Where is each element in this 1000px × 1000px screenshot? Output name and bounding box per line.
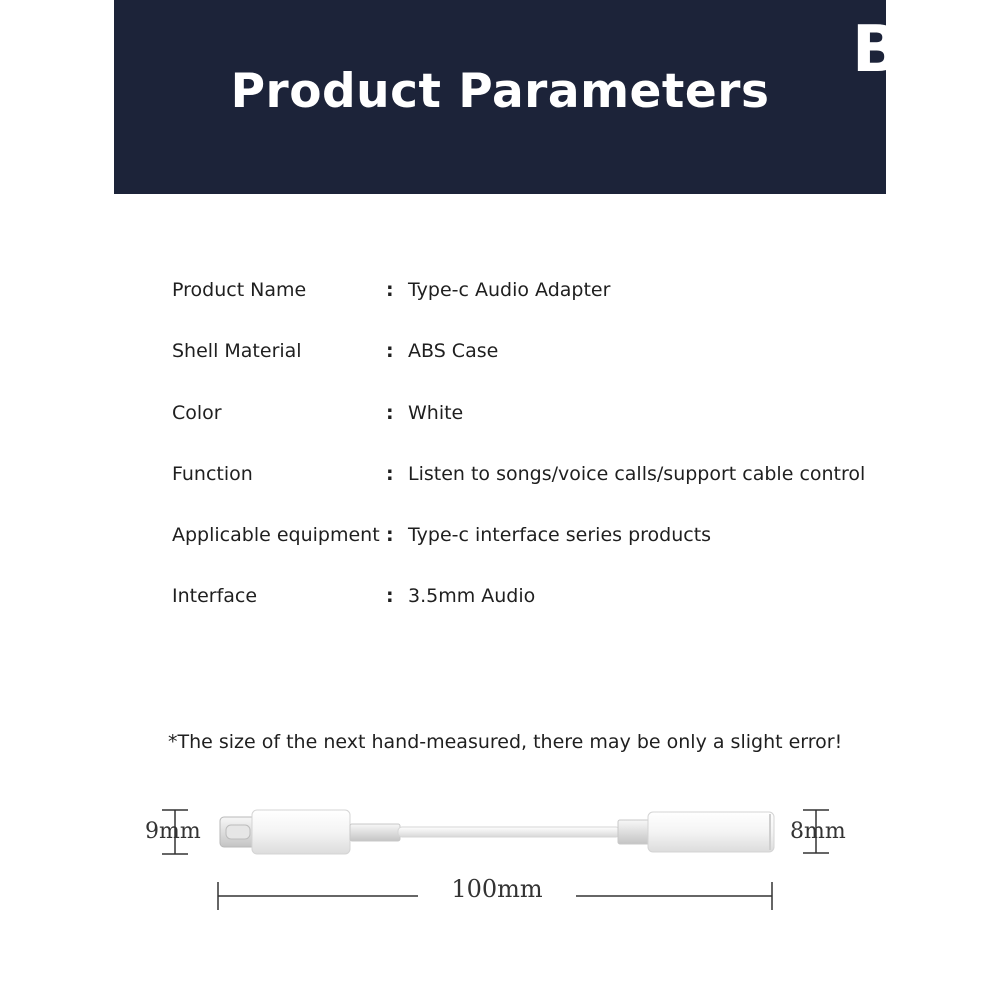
parameter-table: [172, 270, 892, 638]
page-title: Product Parameters: [230, 64, 770, 119]
param-colon: :: [386, 279, 394, 301]
param-colon: :: [386, 401, 394, 424]
adapter-cable: [398, 827, 620, 837]
param-colon: :: [386, 340, 394, 363]
param-label: Color: [172, 401, 222, 424]
param-label: Product Name: [172, 279, 307, 301]
param-label: Function: [172, 462, 253, 485]
param-row-color: [172, 393, 892, 454]
left-height-marker: [145, 810, 201, 854]
adapter-dimension-diagram: [0, 790, 1000, 930]
param-label: Applicable equipment: [172, 524, 380, 547]
param-colon: :: [386, 524, 394, 547]
corner-letter: B: [852, 13, 901, 87]
param-value: Type-c Audio Adapter: [408, 279, 611, 301]
param-colon: :: [386, 585, 394, 608]
param-value: Listen to songs/voice calls/support cable control: [408, 462, 866, 485]
right-height-label: 8mm: [790, 819, 846, 844]
param-row-shell-material: [172, 331, 892, 392]
param-row-applicable-equipment: [172, 515, 892, 576]
param-row-function: [172, 454, 892, 515]
param-value: ABS Case: [408, 340, 499, 363]
param-value: White: [408, 401, 464, 424]
param-value: 3.5mm Audio: [408, 585, 536, 608]
param-colon: :: [386, 462, 394, 485]
right-height-marker: [790, 810, 846, 853]
param-row-product-name: [172, 270, 892, 331]
param-row-interface: [172, 576, 892, 637]
length-label: 100mm: [451, 875, 543, 903]
left-height-label: 9mm: [145, 819, 201, 844]
header-banner: [114, 0, 901, 194]
measurement-note: *The size of the next hand-measured, there may be only a slight error!: [168, 731, 843, 753]
param-label: Interface: [172, 585, 258, 608]
param-label: Shell Material: [172, 340, 302, 363]
param-value: Type-c interface series products: [408, 524, 712, 547]
usb-c-plug: [220, 810, 400, 854]
length-marker: [218, 875, 772, 910]
audio-jack-socket: [618, 812, 774, 852]
